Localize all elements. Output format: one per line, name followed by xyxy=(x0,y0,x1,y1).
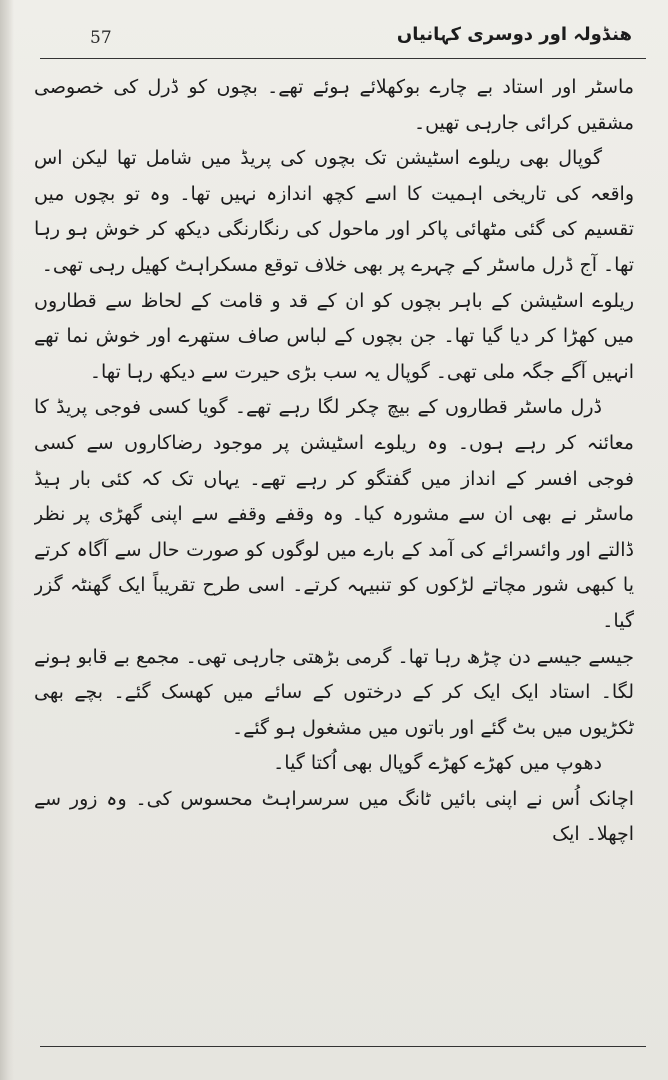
paragraph-4: ڈرل ماسٹر قطاروں کے بیچ چکر لگا رہے تھے۔ گویا کسی فوجی پریڈ کا معائنہ کر رہے ہوں۔ وہ ریلوے اسٹیشن پر موجود رضاکاروں سے کسی فوجی افسر کے انداز میں گفتگو کر رہے تھے۔ یہاں تک کہ کئی بار ہیڈ ماسٹر نے بھی ان سے مشورہ کیا۔ وہ وقفے وقفے سے اپنی گھڑی پر نظر ڈالتے اور وائسرائے کی آمد کے بارے میں لوگوں کو صورت حال سے آگاہ کرتے یا کبھی شور مچاتے لڑکوں کو تنبیہہ کرتے۔ اسی طرح تقریباً ایک گھنٹہ گزر گیا۔ xyxy=(34,396,634,632)
page-header xyxy=(40,24,646,60)
header-rule xyxy=(40,58,646,59)
running-title: ھنڈولہ اور دوسری کہانیاں xyxy=(396,24,632,45)
page-edge-shadow xyxy=(0,0,14,1080)
paragraph-1: ماسٹر اور استاد بے چارے بوکھلائے ہوئے تھے۔ بچوں کو ڈرل کی خصوصی مشقیں کرائی جارہی تھیں۔ xyxy=(34,76,634,134)
paragraph-6: دھوپ میں کھڑے کھڑے گوپال بھی اُکتا گیا۔ xyxy=(273,752,602,775)
paragraph-2: گوپال بھی ریلوے اسٹیشن تک بچوں کی پریڈ میں شامل تھا لیکن اس واقعہ کی تاریخی اہمیت کا اسے کچھ اندازہ نہیں تھا۔ وہ تو بچوں میں تقسیم کی گئی مٹھائی پاکر اور ماحول کی رنگارنگی دیکھ کر خوش ہو رہا تھا۔ آج ڈرل ماسٹر کے چہرے پر بھی خلاف توقع مسکراہٹ کھیل رہی تھی۔ xyxy=(34,147,634,276)
paragraph-3: ریلوے اسٹیشن کے باہر بچوں کو ان کے قد و قامت کے لحاظ سے قطاروں میں کھڑا کر دیا گیا تھا۔ جن بچوں کے لباس صاف ستھرے اور خوش نما تھے انہیں آگے جگہ ملی تھی۔ گوپال یہ سب بڑی حیرت سے دیکھ رہا تھا۔ xyxy=(34,289,634,383)
paragraph-7: اچانک اُس نے اپنی بائیں ٹانگ میں سرسراہٹ محسوس کی۔ وہ زور سے اچھلا۔ ایک xyxy=(34,787,634,846)
body-text xyxy=(34,70,634,1000)
page-number: 57 xyxy=(90,28,112,48)
paragraph-5: جیسے جیسے دن چڑھ رہا تھا۔ گرمی بڑھتی جارہی تھی۔ مجمع بے قابو ہونے لگا۔ استاد ایک ایک کر کے درختوں کے سائے میں کھسک گئے۔ بچے بھی ٹکڑیوں میں بٹ گئے اور باتوں میں مشغول ہو گئے۔ xyxy=(34,645,634,739)
footer-rule xyxy=(40,1046,646,1047)
